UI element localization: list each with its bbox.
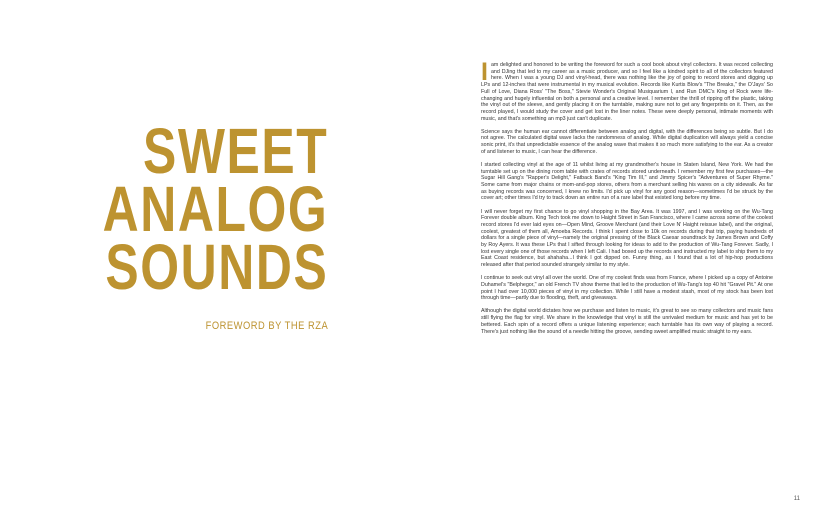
paragraph-5: I continue to seek out vinyl all over the world. One of my coolest finds was from France, where I picked up a copy of Antoine Duhamel's "Belphegor," an old French TV show theme that led to the production of Wu-Tang's top 40 hit "Gravel Pit." At one point I had over 10,000 pieces of vinyl in my collection. While I still have a modest stash, most of my stock has been lost through time—partly due to flooding, theft, and giveaways. xyxy=(481,275,773,302)
title-line-sounds: SOUNDS xyxy=(105,231,329,303)
paragraph-6: Although the digital world dictates how we purchase and listen to music, it's great to see so many collectors and music fans still flying the flag for vinyl. We share in the knowledge that vinyl is still the unrivaled medium for music and has yet to be bettered. Each spin of a record offers a unique listening experience; each turntable has its own way of playing a record. There's just nothing like the sound of a needle hitting the groove, sending sweet amplified music straight to my ears. xyxy=(481,308,773,335)
foreword-byline: FOREWORD BY THE RZA xyxy=(205,320,328,332)
paragraph-3: I started collecting vinyl at the age of 11 whilst living at my grandmother's house in Staten Island, New York. We had the turntable set up on the dining room table with crates of records stored underneath. I remember my first few purchases—the Sugar Hill Gang's "Rapper's Delight," Fatback Band's "King Tim III," and Jimmy Spicer's "Adventures of Super Rhyme." Some came from major chains or mom-and-pop stores, others from a merchant selling his wares on a city sidewalk. As far as buying records was concerned, I knew no limits. I'd pick up vinyl for any good reason—sometimes I'd be struck by the cover art; other times I'd try to track down an entire run of a rare label that existed long before my time. xyxy=(481,161,773,202)
paragraph-1 xyxy=(481,58,773,122)
title-line-analog: ANALOG xyxy=(102,173,328,245)
paragraph-1-text: am delighted and honored to be writing the foreword for such a cool book about vinyl collectors. It was record collecting and DJing that led to my career as a music producer, and so I feel like a kindred spirit to all of the collectors featured here. When I was a young DJ and vinyl-head, there was nothing like the joy of going to record stores and digging up LPs and 12-inches that were instrumental in my musical evolution. Records like Kurtis Blow's "The Breaks," the O'Jays' So Full of Love, Diana Ross' "The Boss," Stevie Wonder's Original Musiquarium I, and Run DMC's King of Rock were life-changing and hugely influential on both a personal and a creative level. I remember the thrill of ripping off the plastic, taking the vinyl out of the sleeve, and gently placing it on the turntable, making sure not to get any fingerprints on it. Then, as the record played, I would study the cover and get lost in the liner notes. These were deeply personal, intimate moments with music, and that's something an mp3 just can't duplicate. xyxy=(481,62,773,122)
title-line-sweet: SWEET xyxy=(142,115,328,187)
chapter-title xyxy=(39,115,329,303)
right-page-text xyxy=(481,58,773,342)
page-number: 11 xyxy=(793,496,800,502)
paragraph-4: I will never forget my first chance to go vinyl shopping in the Bay Area. It was 1997, and I was working on the Wu-Tang Forever double album. King Tech took me down to Haight Street in San Francisco, where I came across some of the coolest record stores I'd ever laid eyes on—Open Mind, Groove Merchant (and their Love N' Haight reissue label), and the original, coolest, greatest of them all, Amoeba Records. I think I spent close to 10k on records during that trip, paying hundreds of dollars for a single piece of vinyl—namely the original pressing of the Black Caesar soundtrack by James Brown and Coffy by Roy Ayers. It was these LPs that I sifted through looking for ideas to add to the production of Wu-Tang Forever. Sadly, I lost every single one of those records when I left Cali. I had boxed up the records and instructed my label to ship them to my East Coast residence, but ahahaha...I think I got dipped on. Funny thing, as I found that a lot of hip-hop productions released after that period sounded strangely similar to my style. xyxy=(481,208,773,269)
paragraph-2: Science says the human ear cannot differentiate between analog and digital, with the differences being so subtle. But I do not agree. The calculated digital wave lacks the randomness of analog. While digital duplication will always yield a concise sonic print, it's that unpredictable essence of the analog wave that makes it so much more satisfying to the ear. As a creator of and listener to music, I can hear the difference. xyxy=(481,128,773,155)
drop-cap: I xyxy=(481,58,488,86)
